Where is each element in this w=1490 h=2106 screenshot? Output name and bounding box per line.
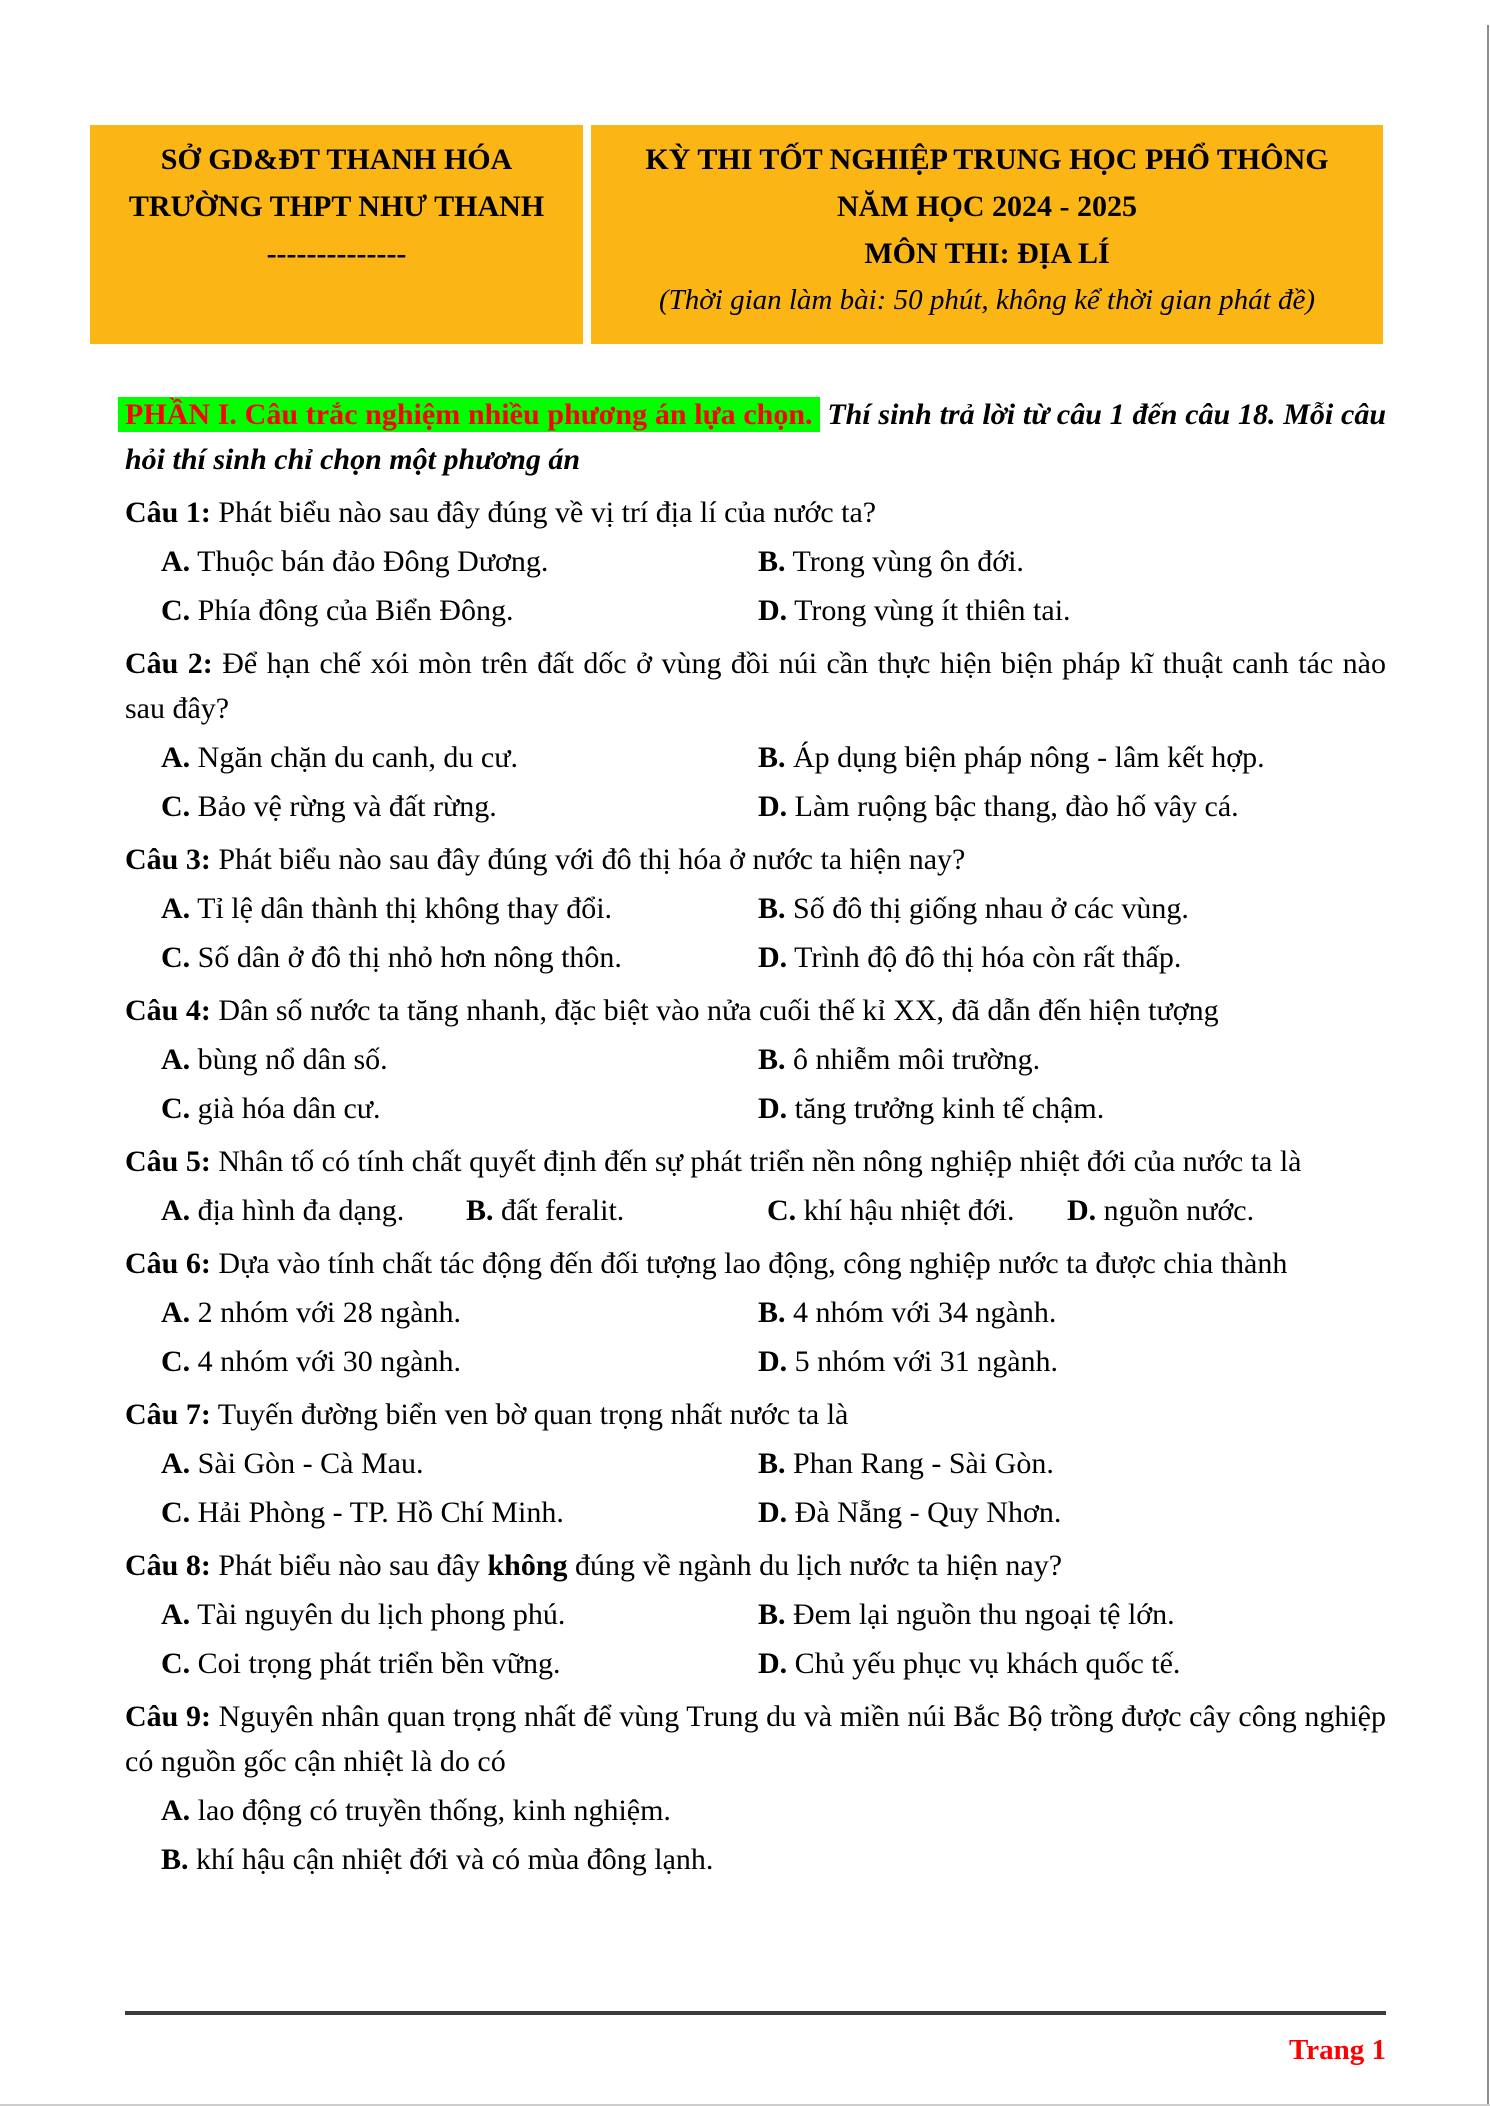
question-title — [125, 1139, 1386, 1184]
option-text: Hải Phòng - TP. Hồ Chí Minh. — [190, 1496, 564, 1529]
page-number: Trang 1 — [1289, 2034, 1386, 2066]
question-title — [125, 1392, 1386, 1437]
option-d — [758, 588, 1386, 633]
option-b — [758, 886, 1386, 931]
option-text: Phan Rang - Sài Gòn. — [785, 1447, 1054, 1480]
question-label: Câu 9: — [125, 1700, 211, 1733]
option-a — [161, 886, 758, 931]
option-letter: D. — [758, 594, 788, 627]
option-letter: D. — [758, 1345, 788, 1378]
option-c — [767, 1188, 1067, 1233]
question-7 — [125, 1392, 1386, 1535]
option-text: tăng trưởng kinh tế chậm. — [787, 1092, 1105, 1125]
option-letter: A. — [161, 892, 191, 925]
option-text: Số đô thị giống nhau ở các vùng. — [785, 892, 1189, 925]
question-title — [125, 1543, 1386, 1588]
option-letter: D. — [758, 1496, 788, 1529]
option-a — [161, 1788, 1386, 1833]
question-options — [125, 1184, 1386, 1233]
option-text: 4 nhóm với 30 ngành. — [190, 1345, 462, 1378]
question-title — [125, 641, 1386, 731]
option-text: đất feralit. — [493, 1194, 625, 1227]
option-letter: A. — [161, 1794, 191, 1827]
option-text: Thuộc bán đảo Đông Dương. — [190, 545, 549, 578]
option-b — [758, 735, 1386, 780]
option-c — [161, 1086, 758, 1131]
option-letter: C. — [161, 594, 191, 627]
question-text-segment: Phát biểu nào sau đây đúng về vị trí địa lí của nước ta? — [210, 496, 877, 529]
question-options — [125, 1437, 1386, 1535]
option-text: Tài nguyên du lịch phong phú. — [190, 1598, 566, 1631]
question-3 — [125, 837, 1386, 980]
option-text: 4 nhóm với 34 ngành. — [785, 1296, 1057, 1329]
question-5 — [125, 1139, 1386, 1233]
question-label: Câu 5: — [125, 1145, 211, 1178]
question-text-segment: Nguyên nhân quan trọng nhất để vùng Trung du và miền núi Bắc Bộ trồng được cây công nghiệp có nguồn gốc cận nhiệt là do có — [125, 1700, 1386, 1778]
option-b — [161, 1837, 1386, 1882]
option-letter: A. — [161, 741, 191, 774]
question-text — [211, 1398, 849, 1431]
option-b — [758, 1037, 1386, 1082]
questions-list — [125, 490, 1386, 1882]
option-text: khí hậu cận nhiệt đới và có mùa đông lạnh. — [188, 1843, 714, 1876]
question-8 — [125, 1543, 1386, 1686]
page-right-edge — [1487, 25, 1489, 2106]
question-options — [125, 1286, 1386, 1384]
option-text: Áp dụng biện pháp nông - lâm kết hợp. — [785, 741, 1265, 774]
option-c — [161, 588, 758, 633]
option-text: lao động có truyền thống, kinh nghiệm. — [190, 1794, 671, 1827]
option-letter: A. — [161, 1447, 191, 1480]
footer-divider — [125, 2011, 1386, 2015]
option-a — [161, 1441, 758, 1486]
option-c — [161, 1339, 758, 1384]
exam-title: KỲ THI TỐT NGHIỆP TRUNG HỌC PHỔ THÔNG — [645, 143, 1329, 176]
option-text: Phía đông của Biển Đông. — [190, 594, 514, 627]
option-c — [161, 935, 758, 980]
option-letter: C. — [161, 790, 191, 823]
part-instruction-1: Thí sinh trả lời từ câu 1 đến câu 18. — [819, 398, 1284, 431]
option-c — [161, 1490, 758, 1535]
question-text-segment: Phát biểu nào sau đây đúng với đô thị hóa ở nước ta hiện nay? — [210, 843, 966, 876]
option-letter: B. — [758, 1598, 786, 1631]
option-text: Số dân ở đô thị nhỏ hơn nông thôn. — [190, 941, 622, 974]
question-1 — [125, 490, 1386, 633]
option-text: Coi trọng phát triển bền vững. — [190, 1647, 561, 1680]
option-d — [1067, 1188, 1386, 1233]
question-text-bold: không — [487, 1549, 568, 1582]
option-b — [758, 539, 1386, 584]
option-d — [758, 1086, 1386, 1131]
option-text: 5 nhóm với 31 ngành. — [787, 1345, 1059, 1378]
option-letter: B. — [758, 545, 786, 578]
question-label: Câu 1: — [125, 496, 211, 529]
question-title — [125, 837, 1386, 882]
option-letter: C. — [161, 1496, 191, 1529]
option-d — [758, 1490, 1386, 1535]
option-b — [466, 1188, 767, 1233]
option-letter: C. — [161, 1092, 191, 1125]
question-options — [125, 731, 1386, 829]
option-text: địa hình đa dạng. — [190, 1194, 405, 1227]
option-text: Sài Gòn - Cà Mau. — [190, 1447, 424, 1480]
option-letter: B. — [758, 1296, 786, 1329]
part-intro — [125, 392, 1386, 482]
part-instruction-2: Mỗi câu hỏi thí sinh chỉ chọn một phương án — [125, 398, 1387, 476]
option-letter: C. — [161, 1345, 191, 1378]
question-text-segment: Phát biểu nào sau đây — [210, 1549, 488, 1582]
option-a — [161, 1290, 758, 1335]
question-options — [125, 535, 1386, 633]
option-d — [758, 935, 1386, 980]
option-a — [161, 735, 758, 780]
separator-dashes: -------------- — [266, 237, 407, 270]
option-letter: D. — [758, 1092, 788, 1125]
option-letter: B. — [758, 1447, 786, 1480]
option-letter: B. — [161, 1843, 189, 1876]
option-b — [758, 1592, 1386, 1637]
question-label: Câu 3: — [125, 843, 211, 876]
question-text — [125, 1700, 1386, 1778]
option-text: 2 nhóm với 28 ngành. — [190, 1296, 462, 1329]
option-text: ô nhiễm môi trường. — [785, 1043, 1041, 1076]
question-title — [125, 1241, 1386, 1286]
option-d — [758, 784, 1386, 829]
option-letter: D. — [1067, 1194, 1097, 1227]
school-year: NĂM HỌC 2024 - 2025 — [837, 190, 1137, 223]
option-text: Trong vùng ít thiên tai. — [787, 594, 1071, 627]
option-text: Tỉ lệ dân thành thị không thay đổi. — [190, 892, 613, 925]
option-letter: D. — [758, 941, 788, 974]
question-label: Câu 4: — [125, 994, 211, 1027]
question-text — [211, 843, 966, 876]
question-label: Câu 2: — [125, 647, 213, 680]
question-title — [125, 988, 1386, 1033]
question-options — [125, 882, 1386, 980]
question-options — [125, 1033, 1386, 1131]
option-letter: A. — [161, 1598, 191, 1631]
option-a — [161, 539, 758, 584]
question-2 — [125, 641, 1386, 829]
question-title — [125, 1694, 1386, 1784]
option-b — [758, 1290, 1386, 1335]
subject-title: MÔN THI: ĐỊA LÍ — [864, 237, 1110, 270]
option-text: nguồn nước. — [1096, 1194, 1255, 1227]
question-title — [125, 490, 1386, 535]
option-text: Chủ yếu phục vụ khách quốc tế. — [787, 1647, 1181, 1680]
question-label: Câu 7: — [125, 1398, 211, 1431]
exam-header — [90, 125, 1383, 344]
option-c — [161, 784, 758, 829]
question-label: Câu 8: — [125, 1549, 211, 1582]
option-text: Ngăn chặn du canh, du cư. — [190, 741, 518, 774]
option-text: Đem lại nguồn thu ngoại tệ lớn. — [785, 1598, 1175, 1631]
option-b — [758, 1441, 1386, 1486]
option-text: Trình độ đô thị hóa còn rất thấp. — [787, 941, 1182, 974]
question-9 — [125, 1694, 1386, 1882]
question-text — [211, 1145, 1302, 1178]
question-text — [211, 1549, 1062, 1582]
question-text-segment: Nhân tố có tính chất quyết định đến sự phát triển nền nông nghiệp nhiệt đới của nước ta là — [210, 1145, 1302, 1178]
part-heading-highlight: PHẦN I. Câu trắc nghiệm nhiều phương án lựa chọn. — [118, 397, 820, 432]
option-letter: A. — [161, 1043, 191, 1076]
header-left-cell — [90, 125, 583, 344]
option-a — [161, 1037, 758, 1082]
question-text — [211, 496, 876, 529]
document-body — [125, 392, 1386, 1882]
department-name: SỞ GD&ĐT THANH HÓA — [160, 143, 513, 176]
option-letter: A. — [161, 1194, 191, 1227]
option-letter: C. — [161, 1647, 191, 1680]
question-4 — [125, 988, 1386, 1131]
option-text: Bảo vệ rừng và đất rừng. — [190, 790, 497, 823]
question-text-segment: Dân số nước ta tăng nhanh, đặc biệt vào nửa cuối thế kỉ XX, đã dẫn đến hiện tượng — [210, 994, 1219, 1027]
header-right-cell — [591, 125, 1383, 344]
option-text: Làm ruộng bậc thang, đào hố vây cá. — [787, 790, 1239, 823]
question-text-segment: Để hạn chế xói mòn trên đất dốc ở vùng đồi núi cần thực hiện biện pháp kĩ thuật canh tác nào sau đây? — [125, 647, 1386, 725]
option-letter: C. — [767, 1194, 797, 1227]
question-text — [125, 647, 1386, 725]
option-a — [161, 1592, 758, 1637]
question-6 — [125, 1241, 1386, 1384]
option-text: bùng nổ dân số. — [190, 1043, 388, 1076]
question-text-segment: Dựa vào tính chất tác động đến đối tượng lao động, công nghiệp nước ta được chia thành — [210, 1247, 1288, 1280]
question-text — [211, 1247, 1288, 1280]
option-letter: A. — [161, 1296, 191, 1329]
option-a — [161, 1188, 466, 1233]
option-letter: D. — [758, 790, 788, 823]
exam-duration: (Thời gian làm bài: 50 phút, không kể thời gian phát đề) — [659, 284, 1315, 316]
option-letter: C. — [161, 941, 191, 974]
question-options — [125, 1588, 1386, 1686]
question-label: Câu 6: — [125, 1247, 211, 1280]
question-options — [125, 1784, 1386, 1882]
option-letter: B. — [466, 1194, 494, 1227]
option-letter: B. — [758, 1043, 786, 1076]
option-letter: A. — [161, 545, 191, 578]
option-c — [161, 1641, 758, 1686]
option-text: Đà Nẵng - Quy Nhơn. — [787, 1496, 1062, 1529]
option-text: khí hậu nhiệt đới. — [796, 1194, 1015, 1227]
option-d — [758, 1339, 1386, 1384]
question-text — [211, 994, 1219, 1027]
school-name: TRƯỜNG THPT NHƯ THANH — [128, 190, 545, 223]
option-letter: B. — [758, 892, 786, 925]
option-letter: D. — [758, 1647, 788, 1680]
question-text-segment: Tuyến đường biển ven bờ quan trọng nhất nước ta là — [210, 1398, 849, 1431]
option-text: Trong vùng ôn đới. — [785, 545, 1024, 578]
option-letter: B. — [758, 741, 786, 774]
option-text: già hóa dân cư. — [190, 1092, 381, 1125]
option-d — [758, 1641, 1386, 1686]
question-text-segment: đúng về ngành du lịch nước ta hiện nay? — [567, 1549, 1063, 1582]
